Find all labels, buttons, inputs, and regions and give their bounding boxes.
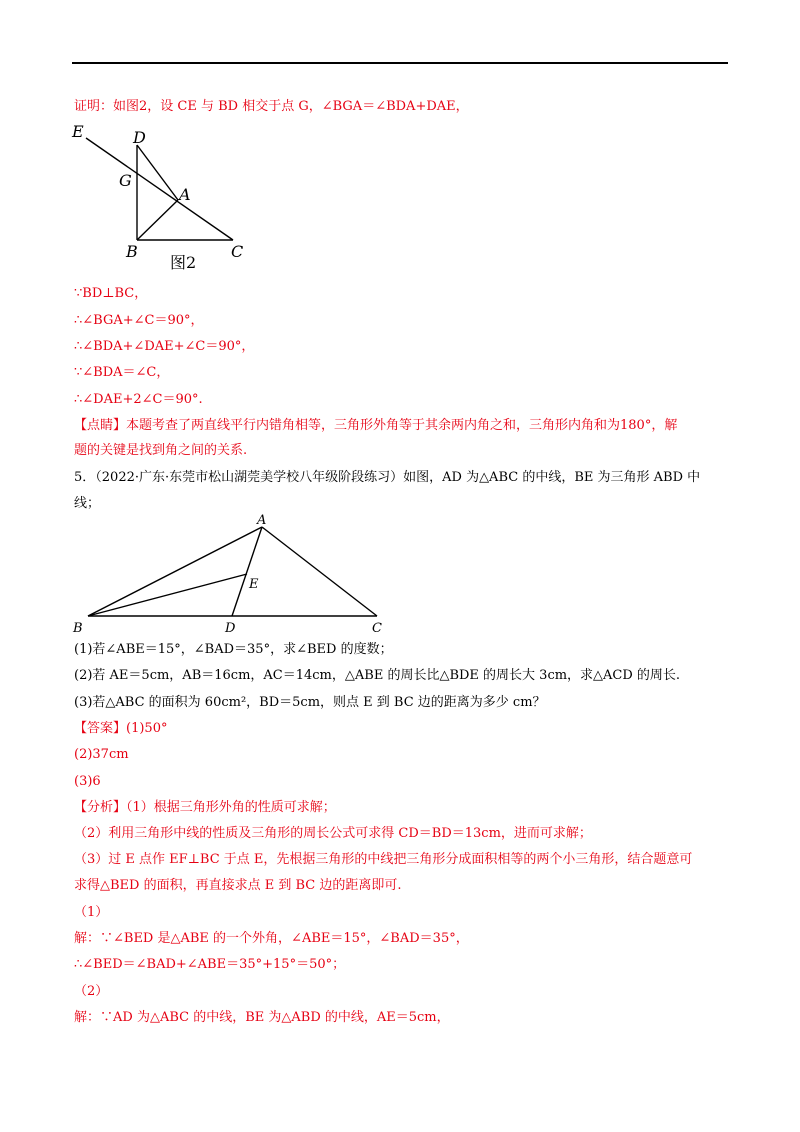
proof-step-5: ∴∠DAE+2∠C＝90°. (74, 392, 203, 407)
proof-step-2: ∴∠BGA+∠C＝90°， (74, 313, 204, 328)
label-b: B (126, 242, 138, 261)
comment-tag: 【点睛】 (74, 418, 127, 433)
solution-part-1-line-1: 解：∵∠BED 是△ABE 的一个外角，∠ABE＝15°，∠BAD＝35°， (74, 931, 469, 946)
problem-5-figure (66, 508, 396, 638)
solution-part-2-label: （2） (74, 984, 109, 999)
answer-3: (3)6 (74, 774, 101, 789)
segment-ac (262, 527, 377, 616)
label-a: A (257, 513, 267, 528)
solution-part-1-label: （1） (74, 905, 109, 920)
segment-da (137, 145, 178, 200)
segment-ba (137, 200, 178, 240)
proof-intro: 证明：如图2，设 CE 与 BD 相交于点 G，∠BGA＝∠BDA+DAE， (74, 99, 469, 114)
answer-line-1 (74, 719, 167, 739)
label-d: D (225, 621, 236, 636)
comment-text-1: 本题考查了两直线平行内错角相等，三角形外角等于其余两内角之和，三角形内角和为180°，解 (126, 418, 678, 433)
problem-5-line-1: 5．（2022·广东·东莞市松山湖莞美学校八年级阶段练习）如图，AD 为△ABC 的中线，BE 为三角形 ABD 中 (74, 470, 701, 485)
label-c: C (231, 242, 244, 261)
comment-line-1 (74, 416, 677, 436)
label-e: E (72, 122, 84, 141)
label-g: G (119, 171, 132, 190)
analysis-line-3: （3）过 E 点作 EF⊥BC 于点 E，先根据三角形的中线把三角形分成面积相等的两个小三角形，结合题意可 (74, 852, 693, 867)
question-2: (2)若 AE＝5cm，AB＝16cm，AC＝14cm，△ABE 的周长比△BDE 的周长大 3cm，求△ACD 的周长. (74, 668, 681, 683)
solution-part-1-line-2: ∴∠BED＝∠BAD+∠ABE＝35°+15°＝50°； (74, 957, 346, 972)
question-1: (1)若∠ABE＝15°，∠BAD＝35°，求∠BED 的度数； (74, 642, 393, 657)
analysis-line-1 (74, 798, 336, 818)
proof-step-4: ∵∠BDA＝∠C， (74, 365, 170, 380)
question-3: (3)若△ABC 的面积为 60cm²，BD＝5cm，则点 E 到 BC 边的距离为多少 cm？ (74, 695, 546, 710)
answer-tag: 【答案】 (74, 721, 127, 736)
analysis-line-2: （2）利用三角形中线的性质及三角形的周长公式可求得 CD＝BD＝13cm，进而可求解； (74, 826, 592, 841)
answer-1: (1)50° (126, 721, 168, 736)
analysis-tag: 【分析】 (74, 800, 127, 815)
solution-part-2-line-1: 解：∵AD 为△ABC 的中线，BE 为△ABD 的中线，AE＝5cm， (74, 1010, 450, 1025)
segment-ec (86, 138, 233, 240)
answer-2: (2)37cm (74, 747, 129, 762)
figure-2-caption: 图2 (170, 253, 197, 270)
label-b: B (73, 621, 83, 636)
figure-2 (66, 122, 256, 270)
analysis-text-1: （1）根据三角形外角的性质可求解； (126, 800, 336, 815)
label-d: D (133, 128, 146, 147)
proof-step-3: ∴∠BDA+∠DAE+∠C＝90°， (74, 339, 255, 354)
label-a: A (179, 185, 191, 204)
problem-5-line-2: 线； (74, 496, 101, 511)
segment-be (88, 574, 247, 616)
proof-step-1: ∵BD⊥BC， (74, 286, 148, 301)
header-rule (72, 62, 728, 64)
label-e: E (249, 577, 259, 592)
label-c: C (372, 621, 382, 636)
analysis-line-4: 求得△BED 的面积，再直接求点 E 到 BC 边的距离即可. (74, 878, 402, 893)
comment-line-2: 题的关键是找到角之间的关系. (74, 443, 248, 458)
